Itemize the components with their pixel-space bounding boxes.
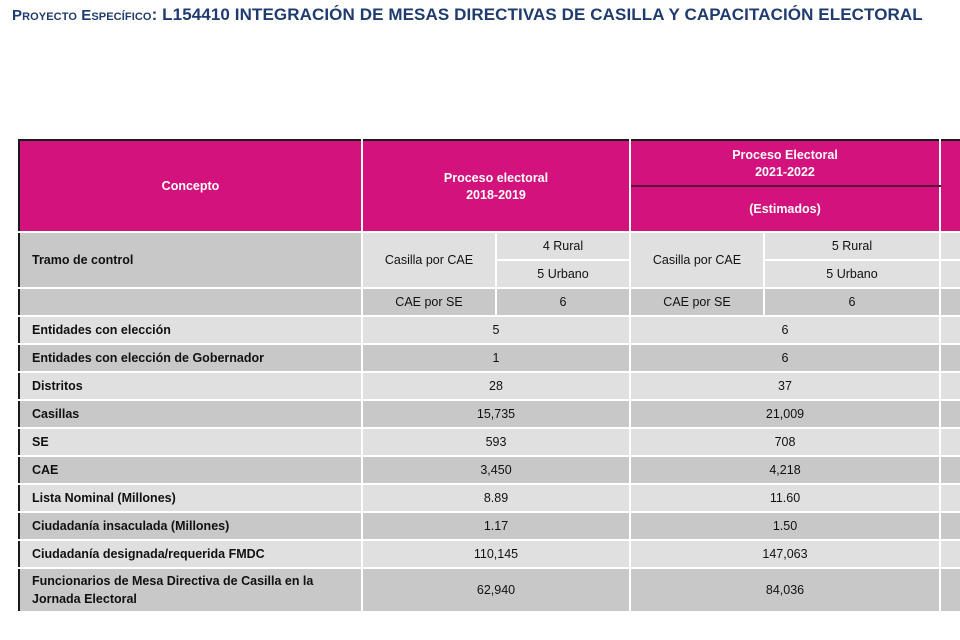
table-row bbox=[19, 512, 960, 540]
row-concept: Casillas bbox=[19, 400, 362, 428]
row-p2-value: 37 bbox=[630, 372, 940, 400]
row-p1-value: 593 bbox=[362, 428, 630, 456]
row-p1-value: 62,940 bbox=[362, 568, 630, 612]
row-concept: Lista Nominal (Millones) bbox=[19, 484, 362, 512]
row-p2-value: 4,218 bbox=[630, 456, 940, 484]
header-process-2021-line2: 2021-2022 bbox=[755, 164, 815, 179]
row-p2-value: 84,036 bbox=[630, 568, 940, 612]
row-concept: Funcionarios de Mesa Directiva de Casilla en la Jornada Electoral bbox=[19, 568, 362, 612]
cut-cell bbox=[940, 512, 960, 540]
header-concepto: Concepto bbox=[19, 140, 362, 232]
row-p2-value: 1.50 bbox=[630, 512, 940, 540]
row-p2-value: 708 bbox=[630, 428, 940, 456]
cut-cell bbox=[940, 372, 960, 400]
cut-cell bbox=[940, 232, 960, 260]
cut-cell bbox=[940, 484, 960, 512]
row-p2-value: 6 bbox=[630, 316, 940, 344]
process-comparison-table bbox=[18, 139, 960, 613]
tramo-label: Tramo de control bbox=[19, 232, 362, 288]
header-process-2018 bbox=[362, 140, 630, 232]
tramo-label-continuation bbox=[19, 288, 362, 316]
p2-rural: 5 Rural bbox=[764, 232, 940, 260]
cut-cell bbox=[940, 288, 960, 316]
header-process-2021 bbox=[630, 140, 940, 186]
row-concept: CAE bbox=[19, 456, 362, 484]
row-p2-value: 6 bbox=[630, 344, 940, 372]
p1-rural: 4 Rural bbox=[496, 232, 630, 260]
table-row bbox=[19, 568, 960, 612]
title-label: Proyecto Específico bbox=[12, 7, 152, 24]
header-row bbox=[19, 140, 960, 186]
header-cut-column bbox=[940, 140, 960, 232]
table-row bbox=[19, 372, 960, 400]
p2-cae-label: CAE por SE bbox=[630, 288, 764, 316]
row-concept: Ciudadanía designada/requerida FMDC bbox=[19, 540, 362, 568]
table-row bbox=[19, 484, 960, 512]
row-concept: Entidades con elección de Gobernador bbox=[19, 344, 362, 372]
table-row bbox=[19, 344, 960, 372]
row-p1-value: 1 bbox=[362, 344, 630, 372]
p2-cae-value: 6 bbox=[764, 288, 940, 316]
row-p1-value: 28 bbox=[362, 372, 630, 400]
row-p2-value: 11.60 bbox=[630, 484, 940, 512]
document-title bbox=[12, 5, 923, 25]
row-p2-value: 147,063 bbox=[630, 540, 940, 568]
row-p1-value: 1.17 bbox=[362, 512, 630, 540]
tramo-row-1 bbox=[19, 232, 960, 260]
row-p1-value: 110,145 bbox=[362, 540, 630, 568]
tramo-row-3 bbox=[19, 288, 960, 316]
table-row bbox=[19, 428, 960, 456]
cut-cell bbox=[940, 568, 960, 612]
header-process-2021-line1: Proceso Electoral bbox=[732, 147, 838, 162]
table-row bbox=[19, 316, 960, 344]
row-p2-value: 21,009 bbox=[630, 400, 940, 428]
cut-cell bbox=[940, 316, 960, 344]
p1-urbano: 5 Urbano bbox=[496, 260, 630, 288]
table-row bbox=[19, 540, 960, 568]
table-row bbox=[19, 456, 960, 484]
row-concept: Distritos bbox=[19, 372, 362, 400]
row-concept: Entidades con elección bbox=[19, 316, 362, 344]
row-p1-value: 5 bbox=[362, 316, 630, 344]
row-concept: SE bbox=[19, 428, 362, 456]
title-separator: : bbox=[151, 5, 158, 24]
p1-cae-label: CAE por SE bbox=[362, 288, 496, 316]
title-text: L154410 INTEGRACIÓN DE MESAS DIRECTIVAS DE CASILLA Y CAPACITACIÓN ELECTORAL bbox=[157, 5, 923, 24]
header-process-2018-line2: 2018-2019 bbox=[466, 187, 526, 202]
cut-cell bbox=[940, 400, 960, 428]
p2-casilla-label: Casilla por CAE bbox=[630, 232, 764, 288]
p2-urbano: 5 Urbano bbox=[764, 260, 940, 288]
p1-cae-value: 6 bbox=[496, 288, 630, 316]
row-p1-value: 3,450 bbox=[362, 456, 630, 484]
cut-cell bbox=[940, 540, 960, 568]
p1-casilla-label: Casilla por CAE bbox=[362, 232, 496, 288]
cut-cell bbox=[940, 456, 960, 484]
cut-cell bbox=[940, 260, 960, 288]
row-p1-value: 8.89 bbox=[362, 484, 630, 512]
header-process-2018-line1: Proceso electoral bbox=[443, 170, 549, 185]
header-estimados: (Estimados) bbox=[630, 186, 940, 232]
row-concept: Ciudadanía insaculada (Millones) bbox=[19, 512, 362, 540]
table-row bbox=[19, 400, 960, 428]
row-p1-value: 15,735 bbox=[362, 400, 630, 428]
cut-cell bbox=[940, 428, 960, 456]
cut-cell bbox=[940, 344, 960, 372]
